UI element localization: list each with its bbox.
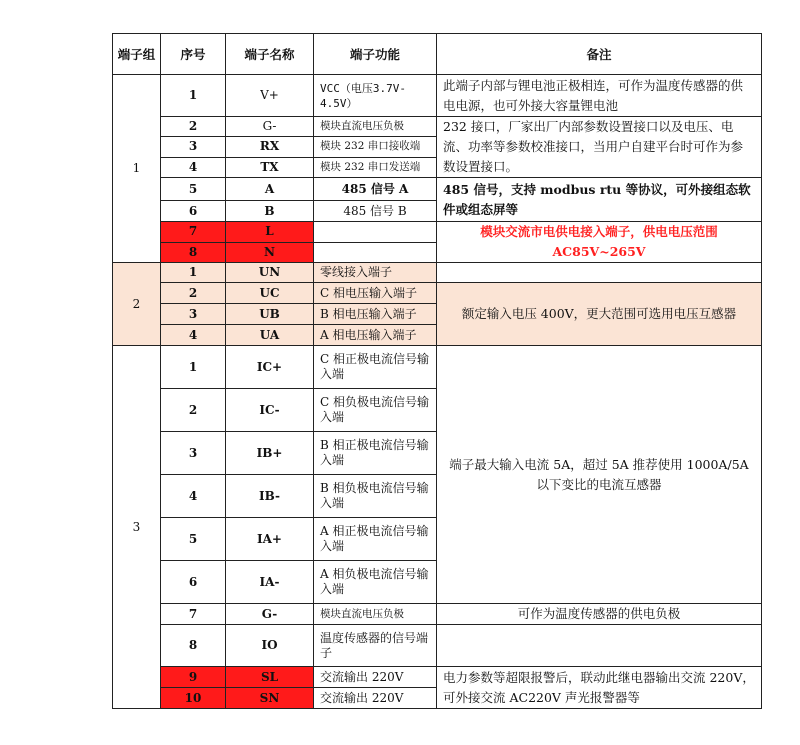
terminal-name: G- xyxy=(226,604,314,625)
row-index: 2 xyxy=(161,117,226,137)
terminal-function: B 相正极电流信号输入端 xyxy=(314,432,437,475)
terminal-function: 模块 232 串口接收端 xyxy=(314,137,437,157)
remark-cell: 额定输入电压 400V，更大范围可选用电压互感器 xyxy=(437,283,762,346)
terminal-function: B 相负极电流信号输入端 xyxy=(314,475,437,518)
remark-cell: 232 接口，厂家出厂内部参数设置接口以及电压、电流、功率等参数校准接口，当用户自建平台时可作为参数设置接口。 xyxy=(437,117,762,178)
terminal-name: RX xyxy=(226,137,314,157)
terminal-function: 零线接入端子 xyxy=(314,263,437,283)
terminal-name: IC- xyxy=(226,389,314,432)
row-index: 9 xyxy=(161,667,226,688)
terminal-function: C 相负极电流信号输入端 xyxy=(314,389,437,432)
group-label: 1 xyxy=(113,75,161,263)
terminal-function: A 相正极电流信号输入端 xyxy=(314,518,437,561)
terminal-name: N xyxy=(226,242,314,263)
terminal-name: IA+ xyxy=(226,518,314,561)
terminal-name: IO xyxy=(226,625,314,667)
header-remark: 备注 xyxy=(437,34,762,75)
row-index: 3 xyxy=(161,304,226,325)
table-row xyxy=(113,75,762,117)
terminal-function: 交流输出 220V xyxy=(314,688,437,709)
terminal-function: VCC（电压3.7V-4.5V） xyxy=(314,75,437,117)
table-row xyxy=(113,604,762,625)
header-function: 端子功能 xyxy=(314,34,437,75)
row-index: 1 xyxy=(161,346,226,389)
row-index: 5 xyxy=(161,518,226,561)
table-row xyxy=(113,667,762,688)
table-row xyxy=(113,178,762,201)
terminal-name: G- xyxy=(226,117,314,137)
row-index: 4 xyxy=(161,157,226,177)
terminal-name: IB+ xyxy=(226,432,314,475)
terminal-function xyxy=(314,222,437,243)
terminal-name: B xyxy=(226,201,314,222)
terminal-name: UB xyxy=(226,304,314,325)
row-index: 2 xyxy=(161,283,226,304)
row-index: 6 xyxy=(161,201,226,222)
row-index: 4 xyxy=(161,475,226,518)
terminal-function: C 相正极电流信号输入端 xyxy=(314,346,437,389)
remark-cell: 可作为温度传感器的供电负极 xyxy=(437,604,762,625)
table-row xyxy=(113,283,762,304)
terminal-table xyxy=(112,33,762,709)
terminal-name: SL xyxy=(226,667,314,688)
row-index: 3 xyxy=(161,432,226,475)
header-row xyxy=(113,34,762,75)
terminal-function: C 相电压输入端子 xyxy=(314,283,437,304)
remark-cell-empty xyxy=(437,625,762,667)
terminal-function: 温度传感器的信号端子 xyxy=(314,625,437,667)
terminal-name: UC xyxy=(226,283,314,304)
row-index: 8 xyxy=(161,625,226,667)
row-index: 4 xyxy=(161,325,226,346)
terminal-name: SN xyxy=(226,688,314,709)
table-row xyxy=(113,222,762,243)
header-name: 端子名称 xyxy=(226,34,314,75)
remark-cell: 此端子内部与锂电池正极相连，可作为温度传感器的供电电源，也可外接大容量锂电池 xyxy=(437,75,762,117)
row-index: 2 xyxy=(161,389,226,432)
terminal-name: V+ xyxy=(226,75,314,117)
row-index: 8 xyxy=(161,242,226,263)
terminal-name: TX xyxy=(226,157,314,177)
terminal-name: L xyxy=(226,222,314,243)
terminal-function: A 相电压输入端子 xyxy=(314,325,437,346)
remark-cell: 端子最大输入电流 5A，超过 5A 推荐使用 1000A/5A 以下变比的电流互感器 xyxy=(437,346,762,604)
remark-cell-empty xyxy=(437,263,762,283)
terminal-function: B 相电压输入端子 xyxy=(314,304,437,325)
terminal-function: 模块直流电压负极 xyxy=(314,117,437,137)
terminal-function: 模块 232 串口发送端 xyxy=(314,157,437,177)
row-index: 10 xyxy=(161,688,226,709)
table-row xyxy=(113,117,762,137)
terminal-name: UN xyxy=(226,263,314,283)
table-row xyxy=(113,625,762,667)
table-row xyxy=(113,346,762,389)
remark-cell: 模块交流市电供电接入端子，供电电压范围 AC85V~265V xyxy=(437,222,762,263)
terminal-name: A xyxy=(226,178,314,201)
row-index: 1 xyxy=(161,263,226,283)
remark-cell: 电力参数等超限报警后，联动此继电器输出交流 220V，可外接交流 AC220V 声光报警器等 xyxy=(437,667,762,709)
row-index: 3 xyxy=(161,137,226,157)
terminal-name: IC+ xyxy=(226,346,314,389)
row-index: 1 xyxy=(161,75,226,117)
terminal-function: 485 信号 B xyxy=(314,201,437,222)
terminal-function: 模块直流电压负极 xyxy=(314,604,437,625)
group-label: 2 xyxy=(113,263,161,346)
row-index: 6 xyxy=(161,561,226,604)
row-index: 7 xyxy=(161,222,226,243)
terminal-function: A 相负极电流信号输入端 xyxy=(314,561,437,604)
header-index: 序号 xyxy=(161,34,226,75)
row-index: 7 xyxy=(161,604,226,625)
terminal-function: 交流输出 220V xyxy=(314,667,437,688)
terminal-function xyxy=(314,242,437,263)
row-index: 5 xyxy=(161,178,226,201)
header-group: 端子组 xyxy=(113,34,161,75)
terminal-name: IB- xyxy=(226,475,314,518)
remark-cell: 485 信号，支持 modbus rtu 等协议，可外接组态软件或组态屏等 xyxy=(437,178,762,222)
terminal-function: 485 信号 A xyxy=(314,178,437,201)
terminal-name: UA xyxy=(226,325,314,346)
group-label: 3 xyxy=(113,346,161,709)
table-row xyxy=(113,263,762,283)
terminal-name: IA- xyxy=(226,561,314,604)
